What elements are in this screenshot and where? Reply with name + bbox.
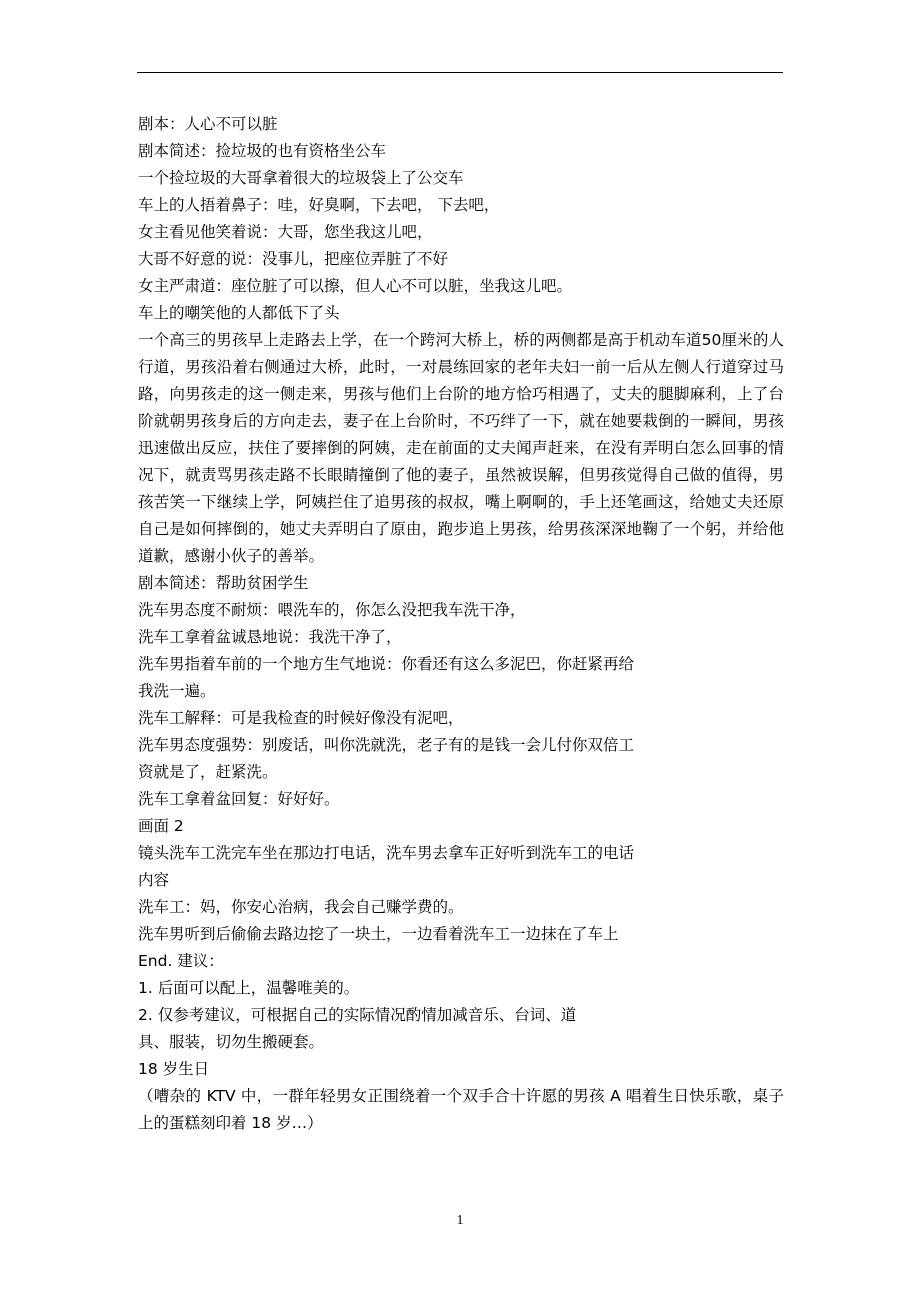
text-line: 我洗一遍。: [138, 682, 216, 700]
text-line: 洗车男态度不耐烦：喂洗车的，你怎么没把我车洗干净，: [138, 601, 526, 619]
script-title: 剧本：人心不可以脏: [138, 115, 278, 133]
text-line: 女主看见他笑着说：大哥，您坐我这儿吧，: [138, 223, 433, 241]
suggestion-item: 1. 后面可以配上，温馨唯美的。: [138, 979, 360, 997]
text-line: 内容: [138, 871, 170, 889]
text-line: 大哥不好意的说：没事儿，把座位弄脏了不好: [138, 250, 449, 268]
text-line: 女主严肃道：座位脏了可以擦，但人心不可以脏，坐我这儿吧。: [138, 277, 573, 295]
header-rule: [137, 72, 783, 73]
text-line: 镜头洗车工洗完车坐在那边打电话，洗车男去拿车正好听到洗车工的电话: [138, 844, 635, 862]
script-summary: 剧本简述：捡垃圾的也有资格坐公车: [138, 142, 387, 160]
text-line: 洗车男态度强势：别废话，叫你洗就洗，老子有的是钱一会儿付你双倍工: [138, 736, 635, 754]
text-line: 洗车工拿着盆回复：好好好。: [138, 790, 340, 808]
scene-heading: 画面 2: [138, 817, 184, 835]
section-heading: 18 岁生日: [138, 1060, 210, 1078]
suggestion-heading: End. 建议：: [138, 952, 224, 970]
text-line: 洗车工：妈，你安心治病，我会自己赚学费的。: [138, 898, 464, 916]
text-line: 洗车工解释：可是我检查的时候好像没有泥吧，: [138, 709, 464, 727]
page-number: 1: [456, 1213, 464, 1228]
text-line: 洗车男指着车前的一个地方生气地说：你看还有这么多泥巴，你赶紧再给: [138, 655, 635, 673]
text-line: 洗车工拿着盆诚恳地说：我洗干净了，: [138, 628, 402, 646]
text-line: 洗车男听到后偷偷去路边挖了一块土，一边看着洗车工一边抹在了车上: [138, 925, 619, 943]
text-line: 资就是了，赶紧洗。: [138, 763, 278, 781]
story-paragraph: 一个高三的男孩早上走路去上学，在一个跨河大桥上，桥的两侧都是高于机动车道50厘米的人行道，男孩沿着右侧通过大桥，此时，一对晨练回家的老年夫妇一前一后从左侧人行道穿过马路，向男孩走的这一侧走来，男孩与他们上台阶的地方恰巧相遇了，丈夫的腿脚麻利，上了台阶就朝男孩身后的方向走去，妻子在上台阶时，不巧绊了一下，就在她要栽倒的一瞬间，男孩迅速做出反应，扶住了要摔倒的阿姨，走在前面的丈夫闻声赶来，在没有弄明白怎么回事的情况下，就责骂男孩走路不长眼睛撞倒了他的妻子，虽然被误解，但男孩觉得自己做的值得，男孩苦笑一下继续上学，阿姨拦住了追男孩的叔叔，嘴上啊啊的，手上还笔画这，给她丈夫还原自己是如何摔倒的，她丈夫弄明白了原由，跑步追上男孩，给男孩深深地鞠了一个躬，并给他道歉，感谢小伙子的善举。: [138, 331, 784, 565]
text-line: 一个捡垃圾的大哥拿着很大的垃圾袋上了公交车: [138, 169, 464, 187]
text-line: 车上的嘲笑他的人都低下了头: [138, 304, 340, 322]
suggestion-item: 2. 仅参考建议，可根据自己的实际情况酌情加减音乐、台词、道: [138, 1006, 577, 1024]
script-summary: 剧本简述：帮助贫困学生: [138, 574, 309, 592]
final-paragraph: （嘈杂的 KTV 中，一群年轻男女正围绕着一个双手合十许愿的男孩 A 唱着生日快乐歌，桌子上的蛋糕刻印着 18 岁…）: [138, 1087, 784, 1132]
text-line: 车上的人捂着鼻子：哇，好臭啊，下去吧， 下去吧，: [138, 196, 500, 214]
suggestion-item: 具、服装，切勿生搬硬套。: [138, 1033, 325, 1051]
document-body: [138, 111, 788, 1137]
